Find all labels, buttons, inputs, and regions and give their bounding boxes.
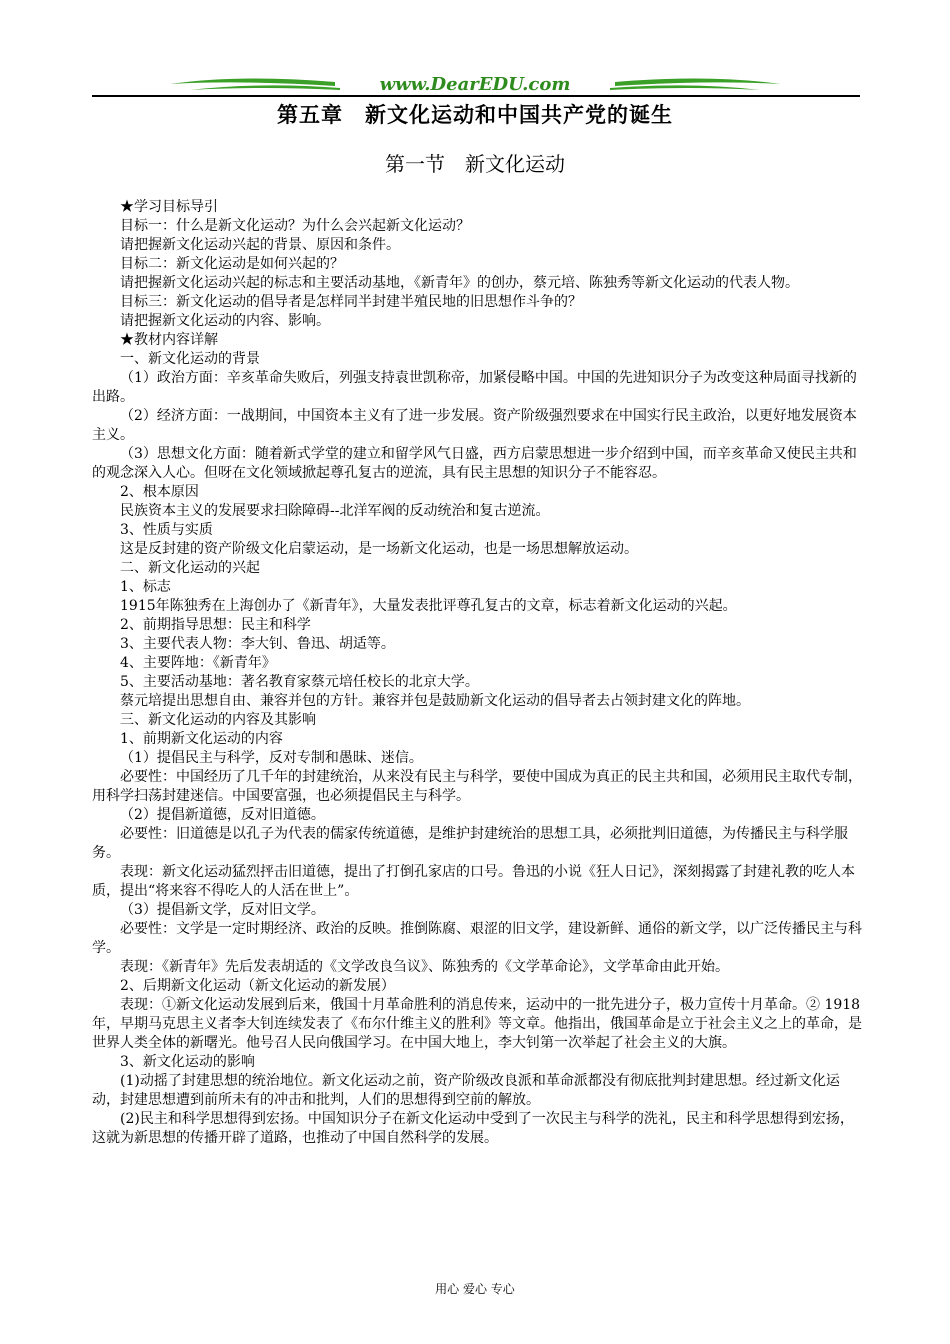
paragraph: 这是反封建的资产阶级文化启蒙运动，是一场新文化运动，也是一场思想解放运动。 [120,541,638,557]
paragraph: 表现：①新文化运动发展到后来，俄国十月革命胜利的消息传来，运动中的一批先进分子，极力宣传十月革命。② 1918年，早期马克思主义者李大钊连续发表了《布尔什维主义的胜利》等文章。他指出，俄国革命是立于社会主义之上的革命，是世界人类全体的新曙光。他号召人民向俄国学习。在中国大地上，李大钊第一次举起了社会主义的大旗。 [92,997,862,1051]
paragraph: 请把握新文化运动兴起的背景、原因和条件。 [120,237,400,253]
paragraph: 1915年陈独秀在上海创办了《新青年》，大量发表批评尊孔复古的文章，标志着新文化运动的兴起。 [120,598,737,614]
paragraph: 必要性：中国经历了几千年的封建统治，从来没有民主与科学，要使中国成为真正的民主共和国，必须用民主取代专制，用科学扫荡封建迷信。中国要富强，也必须提倡民主与科学。 [92,769,862,804]
paragraph: 蔡元培提出思想自由、兼容并包的方针。兼容并包是鼓励新文化运动的倡导者去占领封建文化的阵地。 [120,693,750,709]
paragraph: 表现：《新青年》先后发表胡适的《文学改良刍议》、陈独秀的《文学革命论》，文学革命由此开始。 [120,959,729,975]
paragraph: 目标三：新文化运动的倡导者是怎样同半封建半殖民地的旧思想作斗争的？ [120,294,582,310]
paragraph: ★学习目标导引 [120,199,218,215]
paragraph: （2）经济方面：一战期间，中国资本主义有了进一步发展。资产阶级强烈要求在中国实行民主政治，以更好地发展资本主义。 [92,408,857,443]
logo-text: www.DearEDU.com [379,74,571,95]
section-title: 第一节 新文化运动 [385,152,565,176]
paragraph: 三、新文化运动的内容及其影响 [120,712,316,728]
paragraph: 二、新文化运动的兴起 [120,560,260,576]
paragraph: （3）提倡新文学，反对旧文学。 [120,902,325,918]
paragraph: (1)动摇了封建思想的统治地位。新文化运动之前，资产阶级改良派和革命派都没有彻底批判封建思想。经过新文化运动，封建思想遭到前所未有的冲击和批判，人们的思想得到空前的解放。 [92,1073,840,1108]
paragraph: 必要性：旧道德是以孔子为代表的儒家传统道德，是维护封建统治的思想工具，必须批判旧道德，为传播民主与科学服务。 [92,826,848,861]
paragraph: 目标二：新文化运动是如何兴起的？ [120,256,344,272]
paragraph: 5、主要活动基地：著名教育家蔡元培任校长的北京大学。 [120,674,479,690]
document-body [92,198,862,1148]
paragraph: 目标一：什么是新文化运动？为什么会兴起新文化运动？ [120,218,470,234]
paragraph: ★教材内容详解 [120,332,218,348]
paragraph: 一、新文化运动的背景 [120,351,260,367]
paragraph: 2、前期指导思想：民主和科学 [120,617,311,633]
paragraph: 表现：新文化运动猛烈抨击旧道德，提出了打倒孔家店的口号。鲁迅的小说《狂人日记》，深刻揭露了封建礼教的吃人本质，提出“将来容不得吃人的人活在世上”。 [92,864,855,899]
paragraph: 4、主要阵地：《新青年》 [120,655,276,671]
paragraph: 民族资本主义的发展要求扫除障碍--北洋军阀的反动统治和复古逆流。 [120,503,550,519]
paragraph: 3、性质与实质 [120,522,213,538]
page-footer: 用心 爱心 专心 [435,1282,515,1296]
paragraph: （2）提倡新道德，反对旧道德。 [120,807,325,823]
paragraph: 请把握新文化运动兴起的标志和主要活动基地，《新青年》的创办，蔡元培、陈独秀等新文化运动的代表人物。 [120,275,799,291]
paragraph: 3、主要代表人物：李大钊、鲁迅、胡适等。 [120,636,395,652]
header-rule [92,95,860,97]
paragraph: 1、前期新文化运动的内容 [120,731,283,747]
paragraph: 2、后期新文化运动（新文化运动的新发展） [120,978,395,994]
chapter-title: 第五章 新文化运动和中国共产党的诞生 [277,102,673,127]
paragraph: 1、标志 [120,579,171,595]
paragraph: 3、新文化运动的影响 [120,1054,255,1070]
paragraph: 请把握新文化运动的内容、影响。 [120,313,330,329]
paragraph: (2)民主和科学思想得到宏扬。中国知识分子在新文化运动中受到了一次民主与科学的洗礼，民主和科学思想得到宏扬，这就为新思想的传播开辟了道路，也推动了中国自然科学的发展。 [92,1111,854,1146]
paragraph: （1）提倡民主与科学，反对专制和愚昧、迷信。 [120,750,423,766]
paragraph: （1）政治方面：辛亥革命失败后，列强支持袁世凯称帝，加紧侵略中国。中国的先进知识分子为改变这种局面寻找新的出路。 [92,370,857,405]
paragraph: 必要性：文学是一定时期经济、政治的反映。推倒陈腐、艰涩的旧文学，建设新鲜、通俗的新文学，以广泛传播民主与科学。 [92,921,862,956]
paragraph: （3）思想文化方面：随着新式学堂的建立和留学风气日盛，西方启蒙思想进一步介绍到中国，而辛亥革命又使民主共和 的观念深入人心。但呀在文化领域掀起尊孔复古的逆流，具有民主思想的知识分子不能容忍。 [92,446,857,481]
paragraph: 2、根本原因 [120,484,199,500]
